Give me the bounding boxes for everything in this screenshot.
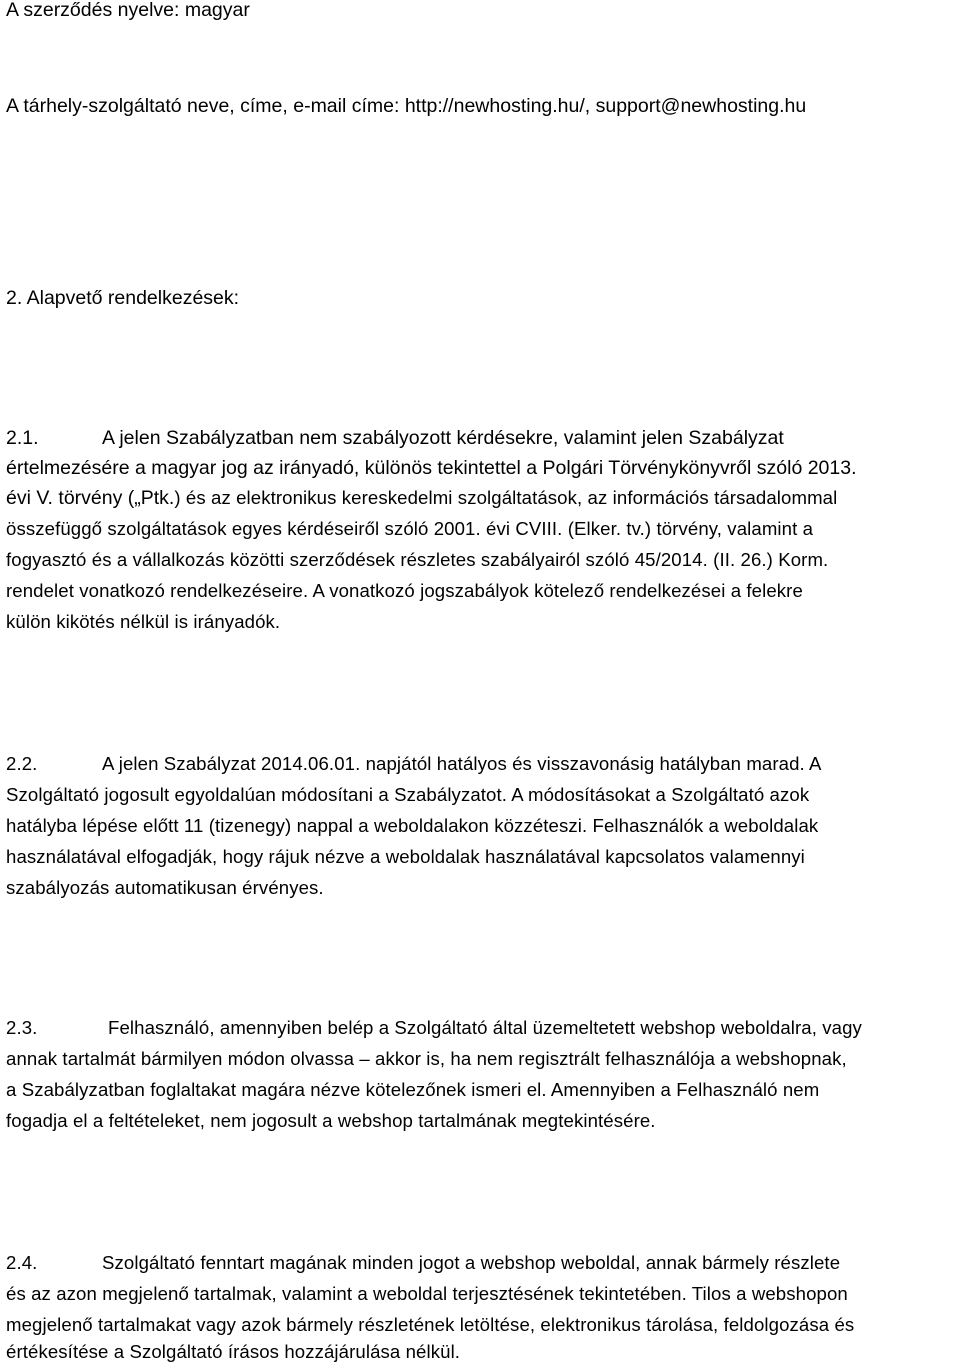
paragraph-line: használatával elfogadják, hogy rájuk nézve a weboldalak használatával kapcsolatos valamennyi xyxy=(6,846,805,867)
section-2-heading: 2. Alapvető rendelkezések: xyxy=(6,287,240,309)
paragraph-line xyxy=(6,486,837,510)
paragraph-segment: évi V. törvény („Ptk. xyxy=(6,487,175,509)
section-number: 2.4. xyxy=(6,1252,38,1273)
paragraph-line: a Szabályzatban foglaltakat magára nézve kötelezőnek ismeri el. Amennyiben a Felhasználó nem xyxy=(6,1079,820,1100)
paragraph-line: Felhasználó, amennyiben belép a Szolgáltató által üzemeltetett webshop weboldalra, vagy xyxy=(108,1017,862,1038)
paragraph-line: szabályozás automatikusan érvényes. xyxy=(6,877,324,898)
paragraph-line: megjelenő tartalmakat vagy azok bármely részletének letöltése, elektronikus tárolása, feldolgozása és xyxy=(6,1314,855,1335)
paragraph-line: külön kikötés nélkül is irányadók. xyxy=(6,611,281,632)
paragraph-line: és az azon megjelenő tartalmak, valamint a weboldal terjesztésének tekintetében. Tilos a webshopon xyxy=(6,1283,848,1304)
paragraph-line: fogadja el a feltételeket, nem jogosult a webshop tartalmának megtekintésére. xyxy=(6,1110,656,1131)
host-info: A tárhely-szolgáltató neve, címe, e-mail címe: http://newhosting.hu/, support@newhosting.hu xyxy=(6,95,807,117)
contract-language: A szerződés nyelve: magyar xyxy=(6,0,250,21)
paragraph-line: A jelen Szabályzatban nem szabályozott kérdésekre, valamint jelen Szabályzat xyxy=(102,427,784,449)
paragraph-line: Szolgáltató fenntart magának minden jogot a webshop weboldal, annak bármely részlete xyxy=(102,1252,841,1273)
paragraph-line: rendelet vonatkozó rendelkezéseire. A vonatkozó jogszabályok kötelező rendelkezései a felekre xyxy=(6,580,803,601)
paragraph-line: A jelen Szabályzat 2014.06.01. napjától hatályos és visszavonásig hatályban marad. A xyxy=(102,753,822,774)
paragraph-line: értelmezésére a magyar jog az irányadó, különös tekintettel a Polgári Törvénykönyvről szóló 2013. xyxy=(6,457,857,479)
section-number: 2.1. xyxy=(6,427,39,449)
section-number: 2.2. xyxy=(6,753,38,774)
paragraph-line: annak tartalmát bármilyen módon olvassa – akkor is, ha nem regisztrált felhasználója a webshopnak, xyxy=(6,1048,847,1069)
paragraph-line: fogyasztó és a vállalkozás közötti szerződések részletes szabályairól szóló 45/2014. (II. 26.) Korm. xyxy=(6,549,829,570)
paragraph-line: értékesítése a Szolgáltató írásos hozzájárulása nélkül. xyxy=(6,1341,461,1362)
section-number: 2.3. xyxy=(6,1017,38,1038)
paragraph-segment: ) és az elektronikus kereskedelmi szolgáltatások, az információs társadalommal xyxy=(174,487,838,508)
paragraph-line: összefüggő szolgáltatások egyes kérdéseiről szóló 2001. évi CVIII. (Elker. tv.) törvény, valamint a xyxy=(6,518,814,539)
paragraph-line: hatályba lépése előtt 11 (tizenegy) nappal a weboldalakon közzéteszi. Felhasználók a weboldalak xyxy=(6,815,819,836)
paragraph-line: Szolgáltató jogosult egyoldalúan módosítani a Szabályzatot. A módosításokat a Szolgáltató azok xyxy=(6,784,810,805)
